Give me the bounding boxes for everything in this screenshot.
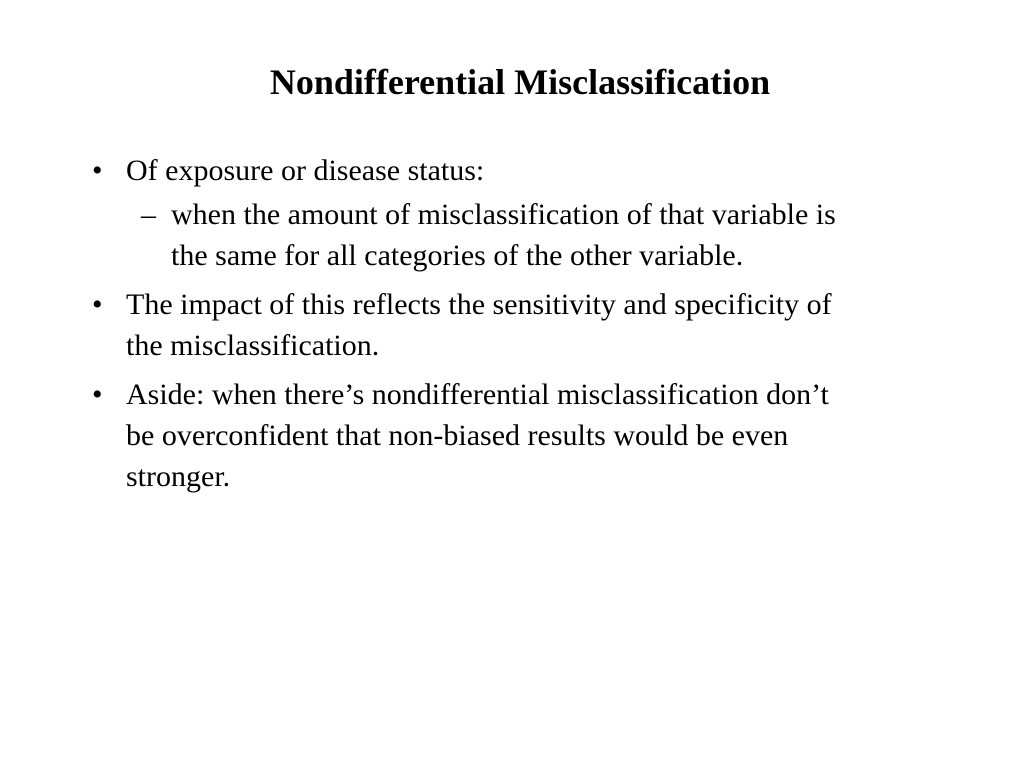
bullet-item-impact: [92, 284, 936, 366]
bullet-marker: •: [92, 154, 103, 187]
bullet-marker: •: [92, 378, 103, 411]
bullet-text-line: the misclassification.: [126, 329, 380, 362]
slide-title: Nondifferential Misclassification: [269, 62, 771, 102]
sub-bullet-marker: –: [141, 198, 156, 231]
bullet-text-line: The impact of this reflects the sensitivity and specificity of: [126, 288, 832, 321]
bullet-item-exposure-status: [92, 150, 936, 191]
bullet-item-aside: [92, 374, 936, 497]
bullet-text-line: be overconfident that non-biased results would be even: [126, 419, 789, 452]
sub-bullet-item-misclassification-amount: [141, 194, 941, 276]
bullet-text-line: stronger.: [126, 460, 231, 493]
sub-bullet-text-line: the same for all categories of the other variable.: [171, 239, 744, 272]
bullet-text-line: Aside: when there’s nondifferential misclassification don’t: [126, 378, 829, 411]
bullet-marker: •: [92, 288, 103, 321]
sub-bullet-text-line: when the amount of misclassification of that variable is: [171, 198, 836, 231]
bullet-text-line: Of exposure or disease status:: [126, 154, 485, 187]
